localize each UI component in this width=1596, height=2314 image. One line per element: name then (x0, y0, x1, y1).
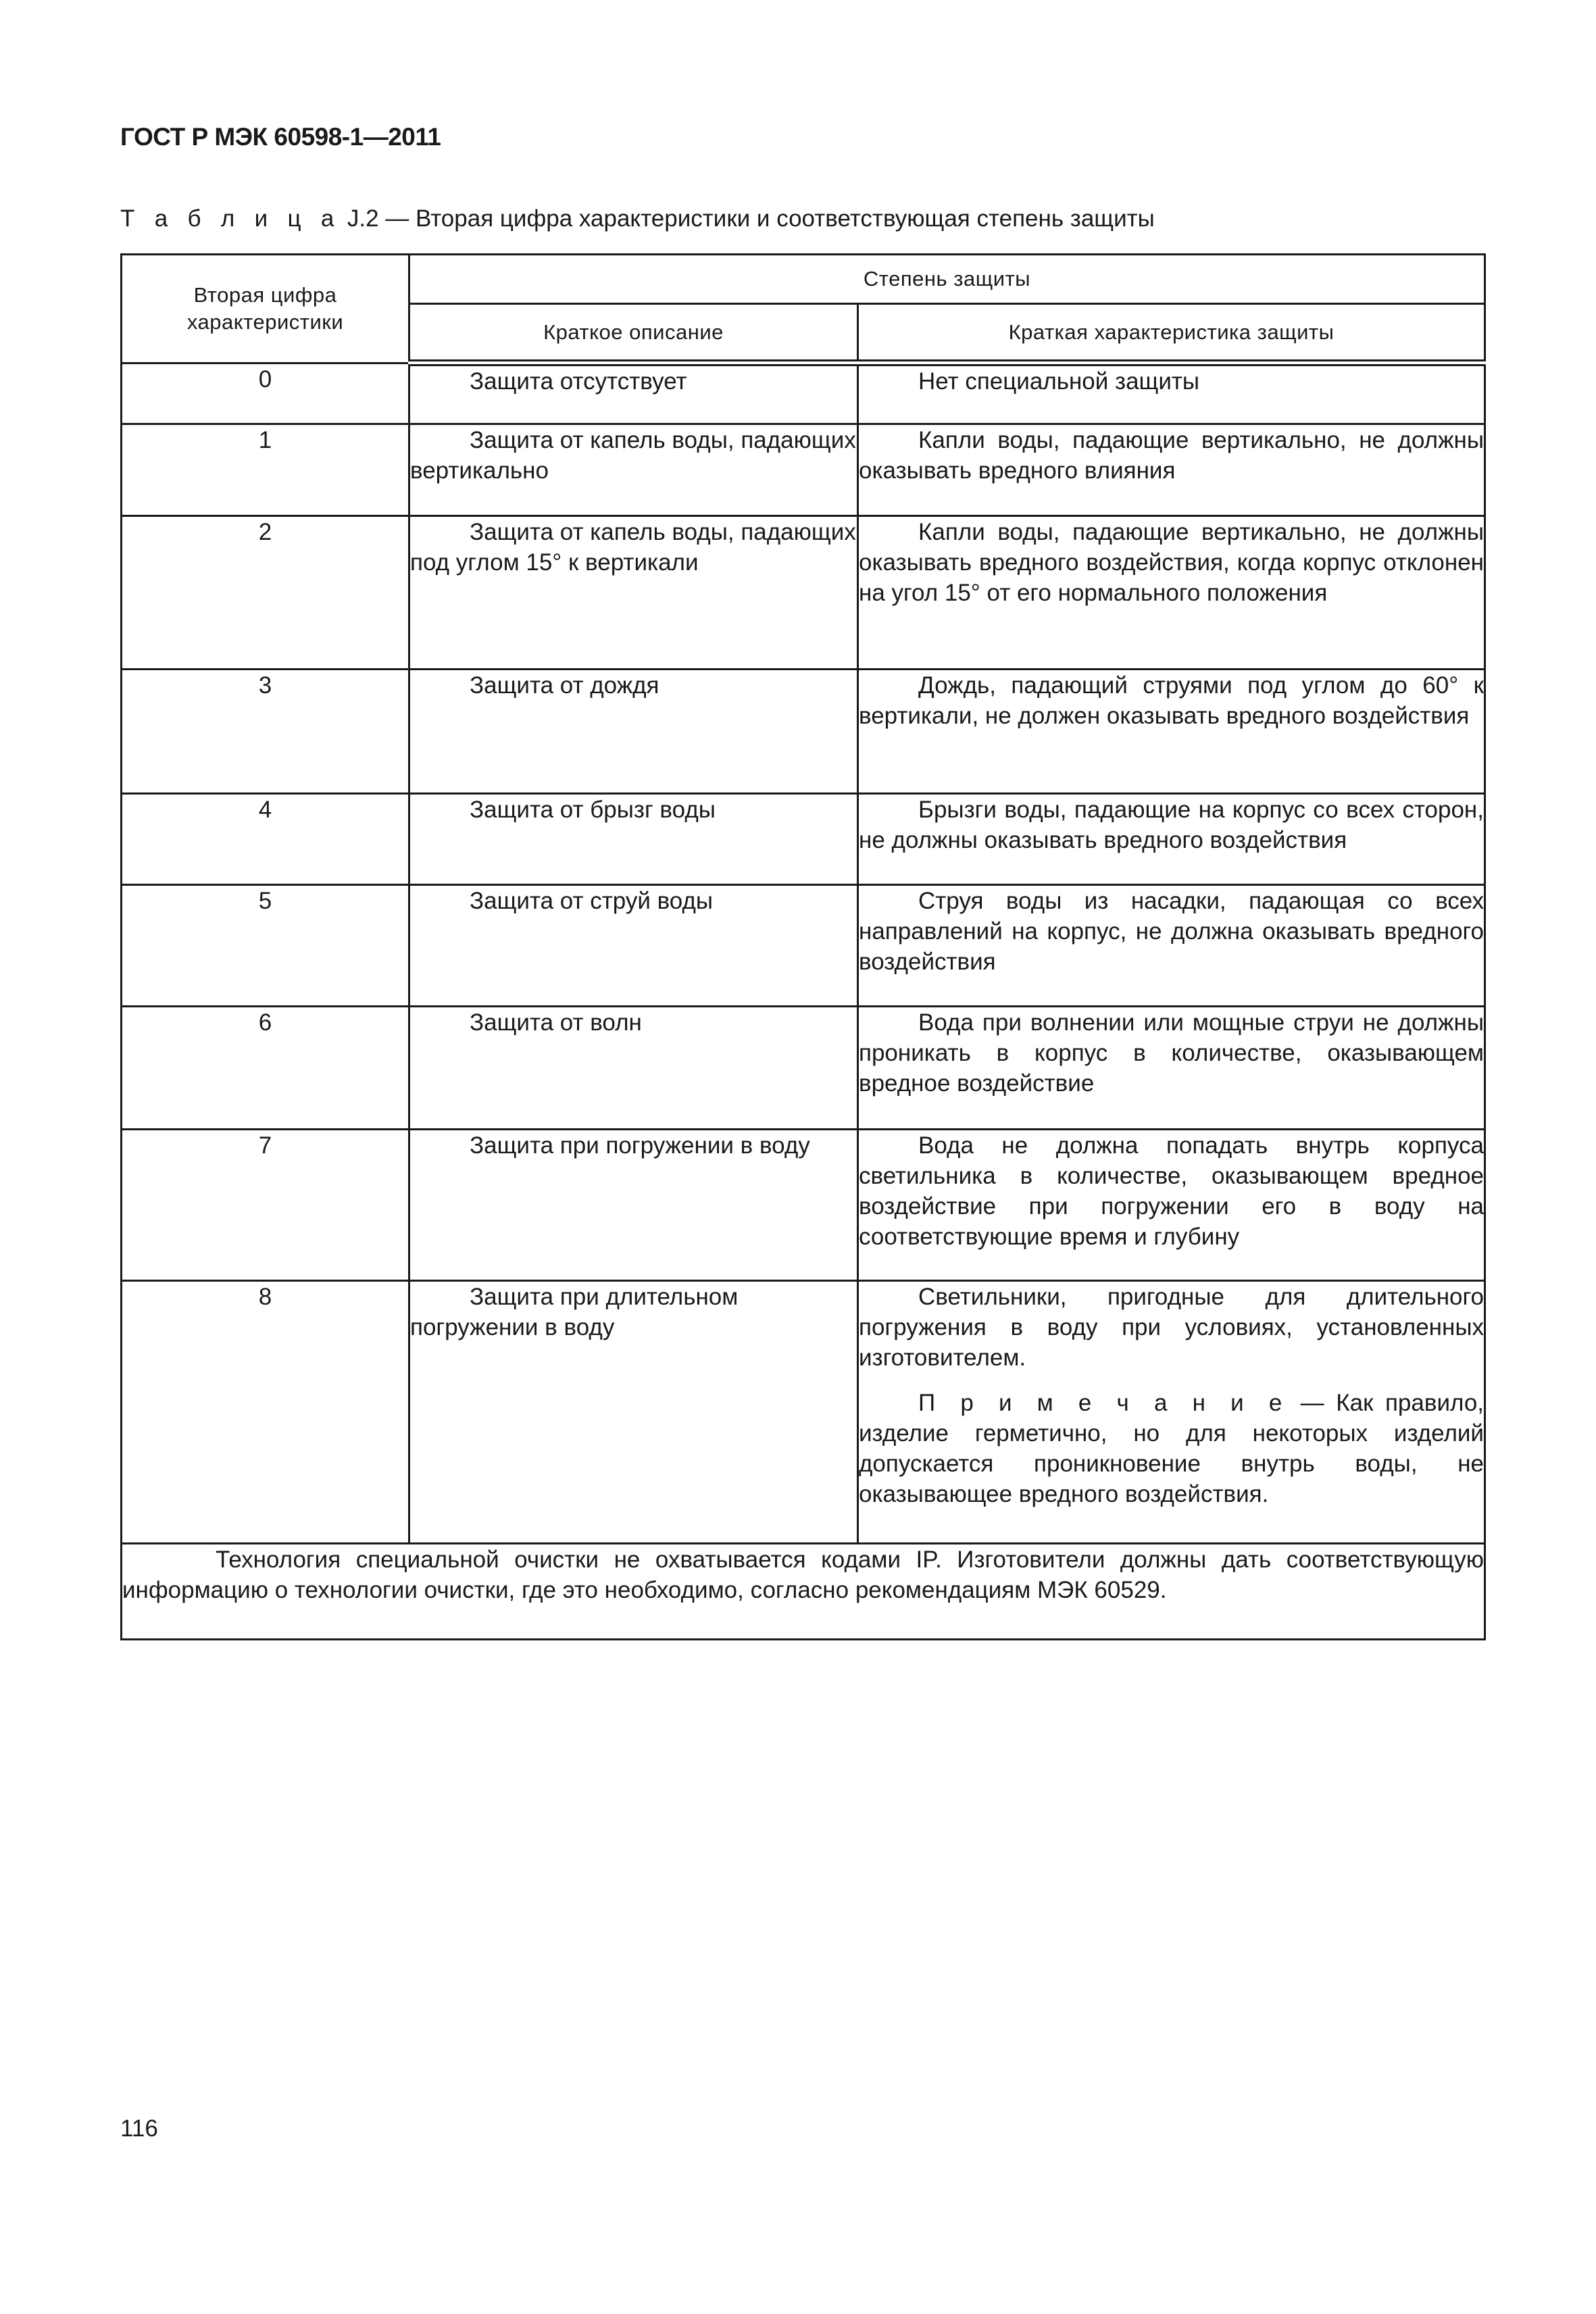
note-label: П р и м е ч а н и е (918, 1389, 1289, 1416)
table-row (122, 1129, 1485, 1280)
row-characteristic (858, 515, 1485, 669)
row-characteristic (858, 1280, 1485, 1543)
table-row (122, 1280, 1485, 1543)
row-description: Защита от дождя (409, 669, 858, 793)
row-characteristic (858, 793, 1485, 884)
row-characteristic-text: Нет специальной защиты (918, 368, 1200, 395)
row-characteristic-text: Вода при волнении или мощные струи не должны проникать в корпус в количестве, оказывающем вредное воздействие (859, 1009, 1484, 1097)
row-description: Защита при длительном погружении в воду (409, 1280, 858, 1543)
row-characteristic (858, 1006, 1485, 1129)
row-code: 5 (122, 884, 409, 1006)
row-characteristic-text: Струя воды из насадки, падающая со всех направлений на корпус, не должна оказывать вредного воздействия (859, 887, 1484, 975)
row-code: 0 (122, 363, 409, 424)
table-footnote: Технология специальной очистки не охватывается кодами IP. Изготовители должны дать соответствующую информацию о технологии очистки, где это необходимо, согласно рекомендациям МЭК 60529. (122, 1543, 1485, 1639)
row-characteristic (858, 669, 1485, 793)
row-characteristic (858, 1129, 1485, 1280)
row-description: Защита от брызг воды (409, 793, 858, 884)
row-description: Защита при погружении в воду (409, 1129, 858, 1280)
document-header: ГОСТ Р МЭК 60598-1—2011 (120, 123, 441, 151)
row-characteristic-text: Капли воды, падающие вертикально, не должны оказывать вредного влияния (859, 426, 1484, 484)
row-code: 2 (122, 515, 409, 669)
table-caption-text: J.2 — Вторая цифра характеристики и соответствующая степень защиты (341, 205, 1155, 232)
row-characteristic (858, 884, 1485, 1006)
table-row (122, 793, 1485, 884)
row-code: 7 (122, 1129, 409, 1280)
table-footnote-row (122, 1543, 1485, 1639)
row-note (859, 1388, 1484, 1509)
row-characteristic (858, 424, 1485, 515)
table-caption (120, 205, 1155, 232)
table-row (122, 1006, 1485, 1129)
table-row (122, 515, 1485, 669)
row-code: 3 (122, 669, 409, 793)
row-code: 4 (122, 793, 409, 884)
row-description: Защита отсутствует (409, 363, 858, 424)
row-characteristic (858, 363, 1485, 424)
protection-table (120, 253, 1486, 1640)
row-code: 1 (122, 424, 409, 515)
page-number: 116 (120, 2115, 158, 2142)
row-characteristic-text: Вода не должна попадать внутрь корпуса светильника в количестве, оказывающем вредное воздействие при погружении его в воду на соответствующие время и глубину (859, 1132, 1484, 1250)
row-characteristic-text: Брызги воды, падающие на корпус со всех сторон, не должны оказывать вредного воздействия (859, 796, 1484, 853)
header-protection-degree: Степень защиты (409, 255, 1485, 304)
row-description: Защита от струй воды (409, 884, 858, 1006)
table-row (122, 363, 1485, 424)
table-row (122, 424, 1485, 515)
row-code: 6 (122, 1006, 409, 1129)
row-description: Защита от капель воды, падающих вертикально (409, 424, 858, 515)
header-short-characteristic: Краткая характеристика защиты (858, 304, 1485, 363)
row-characteristic-text: Капли воды, падающие вертикально, не должны оказывать вредного воздействия, когда корпус отклонен на угол 15° от его нормального положения (859, 518, 1484, 606)
row-characteristic-text: Светильники, пригодные для длительного погружения в воду при условиях, установленных изготовителем. (859, 1283, 1484, 1371)
row-characteristic-text: Дождь, падающий струями под углом до 60° к вертикали, не должен оказывать вредного воздействия (859, 672, 1484, 729)
note-text: — Как правило, изделие герметично, но для некоторых изделий допускается проникновение внутрь воды, не оказывающее вредного воздействия. (859, 1389, 1485, 1507)
table-caption-label: Т а б л и ц а (120, 205, 341, 232)
header-short-description: Краткое описание (409, 304, 858, 363)
row-description: Защита от волн (409, 1006, 858, 1129)
row-description: Защита от капель воды, падающих под углом 15° к вертикали (409, 515, 858, 669)
row-code: 8 (122, 1280, 409, 1543)
table-row (122, 884, 1485, 1006)
header-digit: Вторая цифра характеристики (122, 255, 409, 363)
table-row (122, 669, 1485, 793)
